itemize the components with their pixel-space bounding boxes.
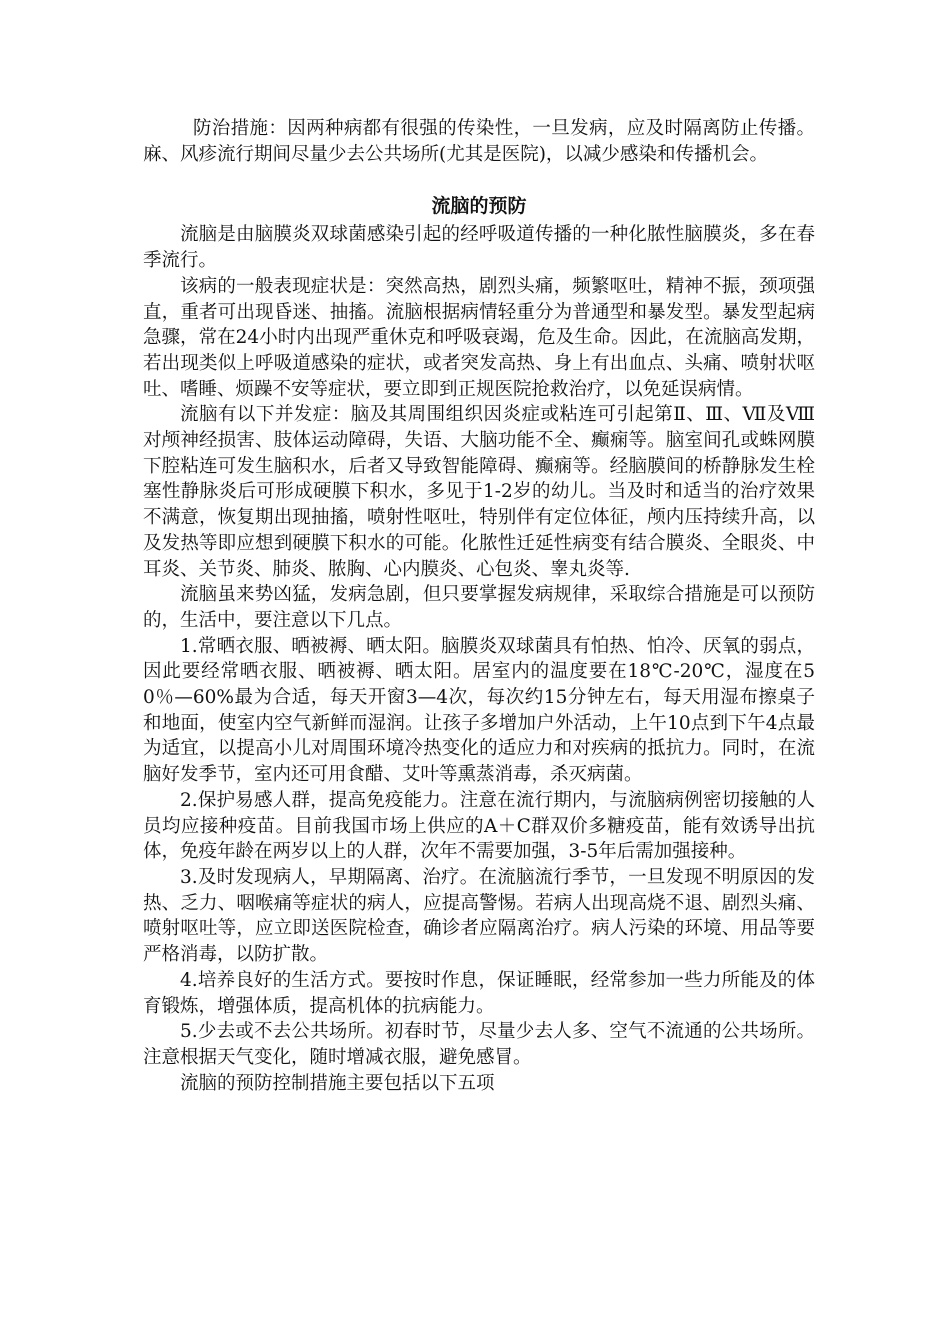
paragraph-spacer <box>143 167 815 193</box>
paragraph-measure-5: 5.少去或不去公共场所。初春时节，尽量少去人多、空气不流通的公共场所。注意根据天气变化，随时增减衣服，避免感冒。 <box>143 1021 815 1068</box>
intro-paragraph: 防治措施：因两种病都有很强的传染性，一旦发病，应及时隔离防止传播。麻、风疹流行期间尽量少去公共场所(尤其是医院)，以减少感染和传播机会。 <box>143 118 815 165</box>
section-title: 流脑的预防 <box>431 195 527 218</box>
paragraph-definition: 流脑是由脑膜炎双球菌感染引起的经呼吸道传播的一种化脓性脑膜炎，多在春季流行。 <box>143 224 815 272</box>
document-body <box>143 116 815 1096</box>
paragraph-prevention-intro: 流脑虽来势凶猛，发病急剧，但只要掌握发病规律，采取综合措施是可以预防的，生活中，要注意以下几点。 <box>143 584 815 631</box>
paragraph-measure-4: 4.培养良好的生活方式。要按时作息，保证睡眠，经常参加一些力所能及的体育锻炼，增强体质，提高机体的抗病能力。 <box>143 969 815 1017</box>
paragraph-measure-3: 3.及时发现病人，早期隔离、治疗。在流脑流行季节，一旦发现不明原因的发热、乏力、咽喉痛等症状的病人，应提高警惕。若病人出现高烧不退、剧烈头痛、喷射呕吐等，应立即送医院检查，确诊者应隔离治疗。病人污染的环境、用品等要严格消毒，以防扩散。 <box>143 866 815 966</box>
paragraph-symptoms: 该病的一般表现症状是：突然高热，剧烈头痛，频繁呕吐，精神不振，颈项强直，重者可出现昏迷、抽搐。流脑根据病情轻重分为普通型和暴发型。暴发型起病急骤，常在24小时内出现严重休克和呼吸衰竭，危及生命。因此，在流脑高发期，若出现类似上呼吸道感染的症状，或者突发高热、身上有出血点、头痛、喷射状呕吐、嗜睡、烦躁不安等症状，要立即到正规医院抢救治疗，以免延误病情。 <box>143 275 815 400</box>
paragraph-measure-1: 1.常晒衣服、晒被褥、晒太阳。脑膜炎双球菌具有怕热、怕冷、厌氧的弱点，因此要经常晒衣服、晒被褥、晒太阳。居室内的温度要在18℃-20℃，湿度在50％—60%最为合适，每天开窗3—4次，每次约15分钟左右，每天用湿布擦桌子和地面，使室内空气新鲜而湿润。让孩子多增加户外活动，上午10点到下午4点最为适宜，以提高小儿对周围环境冷热变化的适应力和对疾病的抵抗力。同时，在流脑好发季节，室内还可用食醋、艾叶等熏蒸消毒，杀灭病菌。 <box>143 635 815 786</box>
paragraph-measure-2: 2.保护易感人群，提高免疫能力。注意在流行期内，与流脑病例密切接触的人员均应接种疫苗。目前我国市场上供应的A＋C群双价多糖疫苗，能有效诱导出抗体，免疫年龄在两岁以上的人群，次年不需要加强，3-5年后需加强接种。 <box>143 789 815 863</box>
paragraph-control-measures: 流脑的预防控制措施主要包括以下五项 <box>180 1072 495 1094</box>
paragraph-complications: 流脑有以下并发症：脑及其周围组织因炎症或粘连可引起第Ⅱ、Ⅲ、Ⅶ及Ⅷ对颅神经损害、肢体运动障碍，失语、大脑功能不全、癫痫等。脑室间孔或蛛网膜下腔粘连可发生脑积水，后者又导致智能障碍、癫痫等。经脑膜间的桥静脉发生栓塞性静脉炎后可形成硬膜下积水，多见于1-2岁的幼儿。当及时和适当的治疗效果不满意，恢复期出现抽搐，喷射性呕吐，特别伴有定位体征，颅内压持续升高，以及发热等即应想到硬膜下积水的可能。化脓性迁延性病变有结合膜炎、全眼炎、中耳炎、关节炎、肺炎、脓胸、心内膜炎、心包炎、睾丸炎等. <box>143 404 815 580</box>
